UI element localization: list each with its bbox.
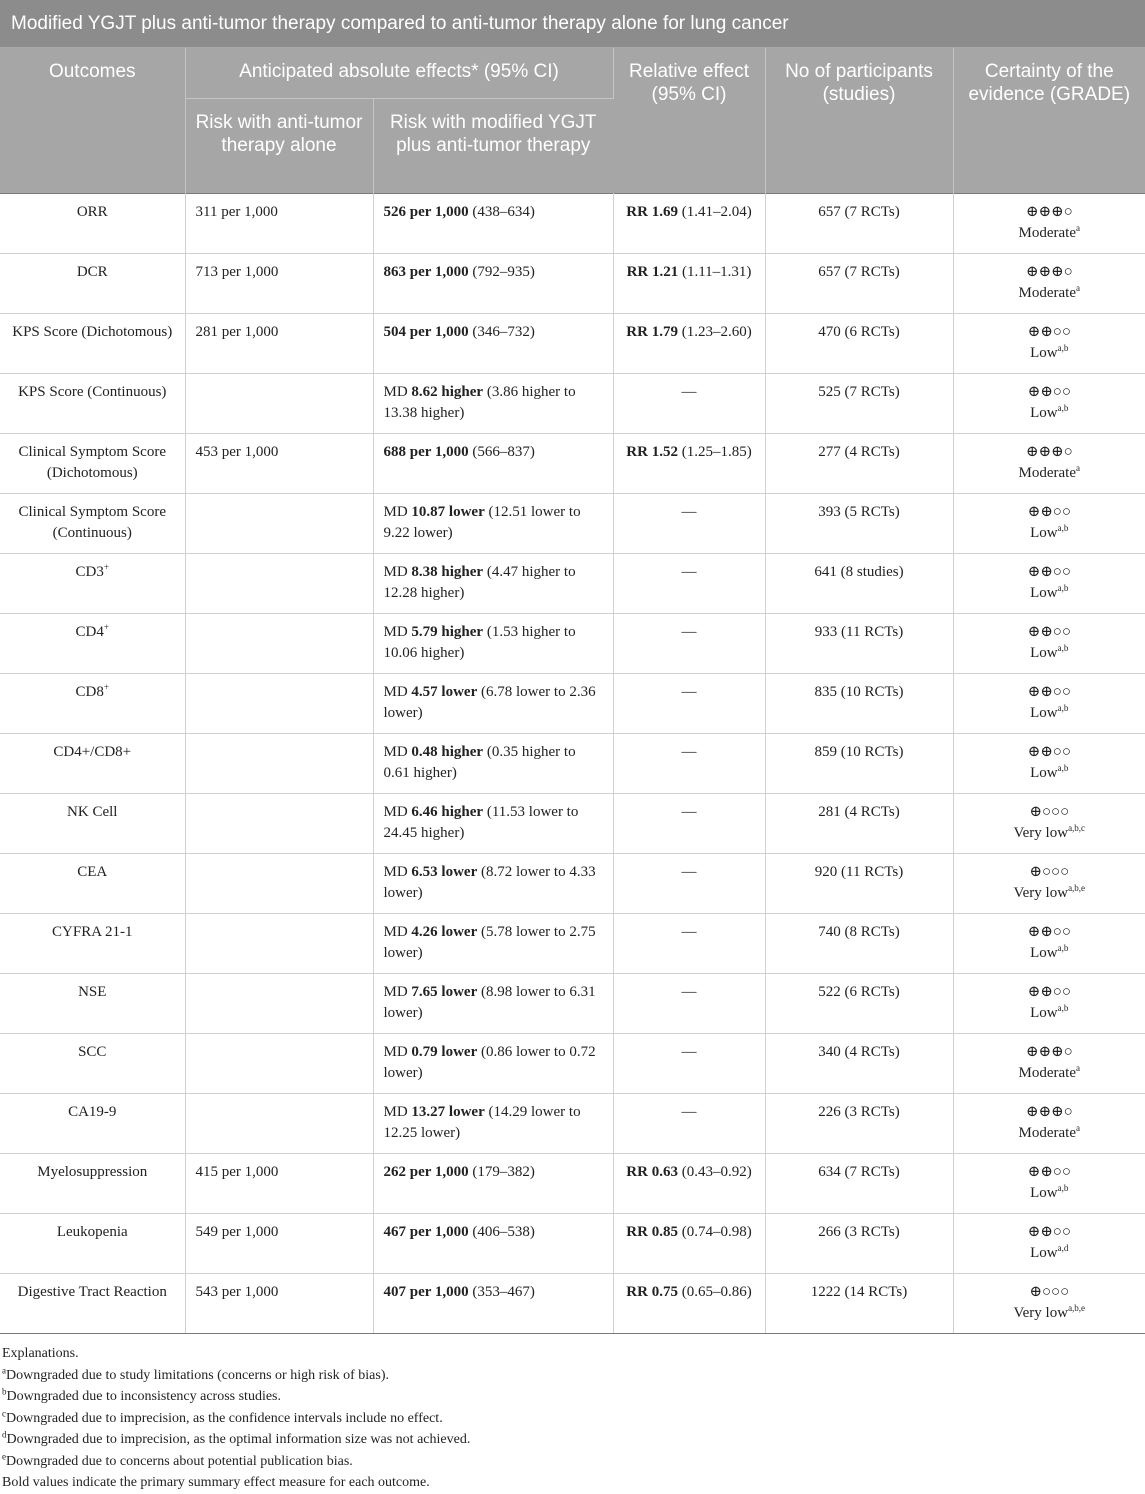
table-row — [0, 1094, 1145, 1154]
cell-outcome: KPS Score (Dichotomous) — [0, 314, 185, 374]
cell-relative-effect: RR 1.69 (1.41–2.04) — [613, 194, 765, 254]
cell-relative-effect: — — [613, 374, 765, 434]
cell-risk-ygjt: MD 7.65 lower (8.98 lower to 6.31 lower) — [373, 974, 613, 1034]
grade-label: Low — [1030, 1244, 1058, 1261]
cell-outcome: NSE — [0, 974, 185, 1034]
cell-outcome: SCC — [0, 1034, 185, 1094]
footnote-item — [2, 1429, 1145, 1451]
outcome-superscript: + — [103, 562, 109, 572]
cell-participants: 835 (10 RCTs) — [765, 674, 953, 734]
footnote-text: Downgraded due to study limitations (concerns or high risk of bias). — [6, 1367, 389, 1383]
header-risk-alone: Risk with anti-tumor therapy alone — [185, 99, 373, 194]
grade-symbols: ⊕⊕○○ — [1027, 684, 1071, 700]
cell-outcome: CEA — [0, 854, 185, 914]
table-row — [0, 194, 1145, 254]
table-row — [0, 854, 1145, 914]
table-title: Modified YGJT plus anti-tumor therapy compared to anti-tumor therapy alone for lung cancer — [0, 0, 1145, 48]
outcome-superscript: + — [103, 622, 109, 632]
cell-certainty — [953, 314, 1145, 374]
cell-participants: 522 (6 RCTs) — [765, 974, 953, 1034]
footnote-text: Downgraded due to imprecision, as the optimal information size was not achieved. — [6, 1432, 471, 1447]
grade-footnote-marks: a,b — [1057, 942, 1069, 953]
header-risk-ygjt: Risk with modified YGJT plus anti-tumor therapy — [373, 99, 613, 194]
cell-risk-alone — [185, 734, 373, 794]
footnote-text: Downgraded due to concerns about potential publication bias. — [6, 1453, 353, 1469]
cell-risk-alone — [185, 794, 373, 854]
cell-relative-effect: — — [613, 854, 765, 914]
cell-participants: 340 (4 RCTs) — [765, 1034, 953, 1094]
cell-risk-ygjt: 863 per 1,000 (792–935) — [373, 254, 613, 314]
cell-certainty — [953, 194, 1145, 254]
table-row — [0, 494, 1145, 554]
grade-label: Very low — [1013, 884, 1069, 901]
notes-heading: Explanations. — [2, 1346, 79, 1361]
cell-risk-alone — [185, 614, 373, 674]
cell-certainty — [953, 1214, 1145, 1274]
cell-outcome: NK Cell — [0, 794, 185, 854]
table-row — [0, 974, 1145, 1034]
cell-relative-effect: RR 0.85 (0.74–0.98) — [613, 1214, 765, 1274]
table-row — [0, 614, 1145, 674]
footnote-text: Downgraded due to inconsistency across studies. — [6, 1389, 281, 1404]
table-row — [0, 674, 1145, 734]
cell-relative-effect: — — [613, 1034, 765, 1094]
cell-participants: 226 (3 RCTs) — [765, 1094, 953, 1154]
grade-symbols: ⊕⊕○○ — [1027, 744, 1071, 760]
grade-symbols: ⊕⊕○○ — [1027, 1224, 1071, 1240]
grade-symbols: ⊕⊕○○ — [1027, 504, 1071, 520]
grade-symbols: ⊕⊕⊕○ — [1025, 264, 1073, 280]
cell-risk-ygjt: MD 0.48 higher (0.35 higher to 0.61 higher) — [373, 734, 613, 794]
grade-symbols: ⊕⊕○○ — [1027, 384, 1071, 400]
footnote-mark: a — [2, 1364, 6, 1375]
grade-footnote-marks: a,b — [1057, 342, 1069, 353]
cell-participants: 634 (7 RCTs) — [765, 1154, 953, 1214]
grade-label: Moderate — [1018, 224, 1077, 241]
cell-certainty — [953, 254, 1145, 314]
grade-label: Low — [1030, 1004, 1058, 1021]
cell-relative-effect: — — [613, 734, 765, 794]
table-row — [0, 434, 1145, 494]
grade-footnote-marks: a,b — [1057, 1182, 1069, 1193]
cell-risk-ygjt: MD 10.87 lower (12.51 lower to 9.22 lower) — [373, 494, 613, 554]
cell-risk-ygjt: MD 0.79 lower (0.86 lower to 0.72 lower) — [373, 1034, 613, 1094]
cell-relative-effect: — — [613, 974, 765, 1034]
grade-footnote-marks: a,b — [1057, 402, 1069, 413]
cell-risk-ygjt: MD 5.79 higher (1.53 higher to 10.06 higher) — [373, 614, 613, 674]
cell-risk-ygjt: 526 per 1,000 (438–634) — [373, 194, 613, 254]
cell-risk-ygjt: MD 13.27 lower (14.29 lower to 12.25 lower) — [373, 1094, 613, 1154]
grade-label: Low — [1030, 944, 1058, 961]
cell-risk-alone: 543 per 1,000 — [185, 1274, 373, 1334]
cell-risk-ygjt: MD 8.38 higher (4.47 higher to 12.28 higher) — [373, 554, 613, 614]
cell-relative-effect: — — [613, 914, 765, 974]
footnote-mark: e — [2, 1450, 6, 1461]
cell-risk-ygjt: MD 4.57 lower (6.78 lower to 2.36 lower) — [373, 674, 613, 734]
grade-symbols: ⊕⊕○○ — [1027, 924, 1071, 940]
footnote-mark: c — [2, 1407, 6, 1418]
grade-footnote-marks: a,b — [1057, 582, 1069, 593]
cell-risk-ygjt: 407 per 1,000 (353–467) — [373, 1274, 613, 1334]
footnote-item — [2, 1408, 1145, 1430]
cell-outcome: CA19-9 — [0, 1094, 185, 1154]
cell-risk-alone — [185, 554, 373, 614]
cell-outcome: CD3+ — [0, 554, 185, 614]
table-row — [0, 314, 1145, 374]
cell-risk-ygjt: 688 per 1,000 (566–837) — [373, 434, 613, 494]
cell-certainty — [953, 1034, 1145, 1094]
grade-footnote-marks: a,b — [1057, 1002, 1069, 1013]
cell-certainty — [953, 734, 1145, 794]
grade-footnote-marks: a,b,e — [1068, 1302, 1086, 1313]
cell-outcome: DCR — [0, 254, 185, 314]
grade-label: Low — [1030, 584, 1058, 601]
cell-relative-effect: RR 1.79 (1.23–2.60) — [613, 314, 765, 374]
header-anticipated-effects: Anticipated absolute effects* (95% CI) — [185, 48, 613, 99]
grade-footnote-marks: a,b,c — [1068, 822, 1086, 833]
grade-label: Low — [1030, 764, 1058, 781]
cell-relative-effect: — — [613, 794, 765, 854]
grade-label: Very low — [1013, 1304, 1069, 1321]
cell-outcome: Clinical Symptom Score (Continuous) — [0, 494, 185, 554]
table-body — [0, 194, 1145, 1334]
table-row — [0, 914, 1145, 974]
grade-symbols: ⊕⊕⊕○ — [1025, 1104, 1073, 1120]
grade-symbols: ⊕⊕○○ — [1027, 1164, 1071, 1180]
grade-symbols: ⊕⊕⊕○ — [1025, 444, 1073, 460]
cell-risk-ygjt: MD 6.46 higher (11.53 lower to 24.45 higher) — [373, 794, 613, 854]
grade-symbols: ⊕⊕○○ — [1027, 324, 1071, 340]
footnote-item — [2, 1451, 1145, 1473]
cell-certainty — [953, 914, 1145, 974]
grade-footnote-marks: a,b — [1057, 762, 1069, 773]
cell-participants: 920 (11 RCTs) — [765, 854, 953, 914]
table-row — [0, 374, 1145, 434]
cell-relative-effect: — — [613, 614, 765, 674]
grade-label: Moderate — [1018, 1064, 1077, 1081]
cell-risk-alone — [185, 1094, 373, 1154]
cell-risk-ygjt: 262 per 1,000 (179–382) — [373, 1154, 613, 1214]
cell-risk-ygjt: MD 8.62 higher (3.86 higher to 13.38 higher) — [373, 374, 613, 434]
cell-risk-alone — [185, 974, 373, 1034]
cell-outcome: Leukopenia — [0, 1214, 185, 1274]
cell-relative-effect: RR 0.63 (0.43–0.92) — [613, 1154, 765, 1214]
cell-risk-alone: 549 per 1,000 — [185, 1214, 373, 1274]
notes-footer: Bold values indicate the primary summary effect measure for each outcome. — [2, 1475, 430, 1490]
grade-label: Low — [1030, 1184, 1058, 1201]
grade-symbols: ⊕⊕○○ — [1027, 984, 1071, 1000]
grade-label: Very low — [1013, 824, 1069, 841]
cell-certainty — [953, 674, 1145, 734]
cell-relative-effect: — — [613, 674, 765, 734]
grade-footnote-marks: a — [1076, 1062, 1081, 1073]
cell-certainty — [953, 434, 1145, 494]
cell-risk-alone — [185, 914, 373, 974]
outcome-superscript: + — [103, 682, 109, 692]
cell-participants: 266 (3 RCTs) — [765, 1214, 953, 1274]
grade-label: Low — [1030, 704, 1058, 721]
grade-symbols: ⊕⊕⊕○ — [1025, 204, 1073, 220]
cell-participants: 281 (4 RCTs) — [765, 794, 953, 854]
cell-participants: 393 (5 RCTs) — [765, 494, 953, 554]
grade-label: Low — [1030, 344, 1058, 361]
cell-participants: 657 (7 RCTs) — [765, 194, 953, 254]
grade-label: Low — [1030, 404, 1058, 421]
table-row — [0, 794, 1145, 854]
cell-outcome: CD4+ — [0, 614, 185, 674]
grade-symbols: ⊕⊕○○ — [1027, 564, 1071, 580]
grade-footnote-marks: a,d — [1057, 1242, 1069, 1253]
grade-footnote-marks: a — [1076, 282, 1081, 293]
grade-label: Moderate — [1018, 464, 1077, 481]
cell-relative-effect: RR 0.75 (0.65–0.86) — [613, 1274, 765, 1334]
cell-certainty — [953, 794, 1145, 854]
table-row — [0, 1214, 1145, 1274]
header-outcomes: Outcomes — [0, 48, 185, 194]
cell-outcome: Digestive Tract Reaction — [0, 1274, 185, 1334]
grade-footnote-marks: a,b — [1057, 702, 1069, 713]
cell-participants: 1222 (14 RCTs) — [765, 1274, 953, 1334]
cell-risk-alone: 415 per 1,000 — [185, 1154, 373, 1214]
cell-risk-alone — [185, 374, 373, 434]
footnote-mark: b — [2, 1386, 7, 1397]
grade-symbols: ⊕○○○ — [1029, 804, 1070, 820]
footnote-item — [2, 1365, 1145, 1387]
cell-certainty — [953, 374, 1145, 434]
cell-outcome: ORR — [0, 194, 185, 254]
table-row — [0, 734, 1145, 794]
cell-participants: 740 (8 RCTs) — [765, 914, 953, 974]
cell-certainty — [953, 494, 1145, 554]
cell-outcome: KPS Score (Continuous) — [0, 374, 185, 434]
cell-participants: 859 (10 RCTs) — [765, 734, 953, 794]
cell-certainty — [953, 974, 1145, 1034]
table-row — [0, 1274, 1145, 1334]
footnote-item — [2, 1386, 1145, 1408]
cell-participants: 470 (6 RCTs) — [765, 314, 953, 374]
grade-symbols: ⊕⊕⊕○ — [1025, 1044, 1073, 1060]
grade-footnote-marks: a — [1076, 222, 1081, 233]
cell-risk-alone — [185, 1034, 373, 1094]
cell-relative-effect: — — [613, 1094, 765, 1154]
grade-footnote-marks: a,b — [1057, 642, 1069, 653]
cell-outcome: Clinical Symptom Score (Dichotomous) — [0, 434, 185, 494]
cell-participants: 277 (4 RCTs) — [765, 434, 953, 494]
cell-risk-ygjt: MD 4.26 lower (5.78 lower to 2.75 lower) — [373, 914, 613, 974]
cell-certainty — [953, 1094, 1145, 1154]
grade-label: Low — [1030, 524, 1058, 541]
cell-risk-alone: 311 per 1,000 — [185, 194, 373, 254]
grade-footnote-marks: a,b,e — [1068, 882, 1086, 893]
footnote-mark: d — [2, 1429, 7, 1440]
table-notes — [0, 1334, 1145, 1494]
cell-relative-effect: RR 1.21 (1.11–1.31) — [613, 254, 765, 314]
cell-certainty — [953, 554, 1145, 614]
cell-outcome: CYFRA 21-1 — [0, 914, 185, 974]
cell-certainty — [953, 1154, 1145, 1214]
table-row — [0, 1034, 1145, 1094]
grade-symbols: ⊕○○○ — [1029, 1284, 1070, 1300]
cell-risk-alone — [185, 674, 373, 734]
table-header — [0, 0, 1145, 194]
table-row — [0, 1154, 1145, 1214]
grade-footnote-marks: a — [1076, 1122, 1081, 1133]
header-relative-effect: Relative effect (95% CI) — [613, 48, 765, 194]
cell-certainty — [953, 614, 1145, 674]
header-participants: No of participants (studies) — [765, 48, 953, 194]
cell-participants: 525 (7 RCTs) — [765, 374, 953, 434]
footnote-text: Downgraded due to imprecision, as the confidence intervals include no effect. — [6, 1410, 443, 1426]
cell-certainty — [953, 854, 1145, 914]
cell-relative-effect: — — [613, 494, 765, 554]
grade-symbols: ⊕○○○ — [1029, 864, 1070, 880]
cell-participants: 657 (7 RCTs) — [765, 254, 953, 314]
cell-risk-alone — [185, 494, 373, 554]
cell-risk-alone: 453 per 1,000 — [185, 434, 373, 494]
cell-risk-alone: 281 per 1,000 — [185, 314, 373, 374]
header-certainty: Certainty of the evidence (GRADE) — [953, 48, 1145, 194]
grade-symbols: ⊕⊕○○ — [1027, 624, 1071, 640]
cell-certainty — [953, 1274, 1145, 1334]
cell-outcome: CD8+ — [0, 674, 185, 734]
cell-risk-alone — [185, 854, 373, 914]
cell-relative-effect: — — [613, 554, 765, 614]
cell-participants: 933 (11 RCTs) — [765, 614, 953, 674]
cell-outcome: CD4+/CD8+ — [0, 734, 185, 794]
table-row — [0, 254, 1145, 314]
cell-outcome: Myelosuppression — [0, 1154, 185, 1214]
grade-label: Moderate — [1018, 1124, 1077, 1141]
cell-relative-effect: RR 1.52 (1.25–1.85) — [613, 434, 765, 494]
grade-footnote-marks: a — [1076, 462, 1081, 473]
cell-risk-ygjt: MD 6.53 lower (8.72 lower to 4.33 lower) — [373, 854, 613, 914]
cell-risk-alone: 713 per 1,000 — [185, 254, 373, 314]
cell-risk-ygjt: 504 per 1,000 (346–732) — [373, 314, 613, 374]
grade-footnote-marks: a,b — [1057, 522, 1069, 533]
grade-label: Moderate — [1018, 284, 1077, 301]
cell-risk-ygjt: 467 per 1,000 (406–538) — [373, 1214, 613, 1274]
cell-participants: 641 (8 studies) — [765, 554, 953, 614]
table-row — [0, 554, 1145, 614]
grade-label: Low — [1030, 644, 1058, 661]
